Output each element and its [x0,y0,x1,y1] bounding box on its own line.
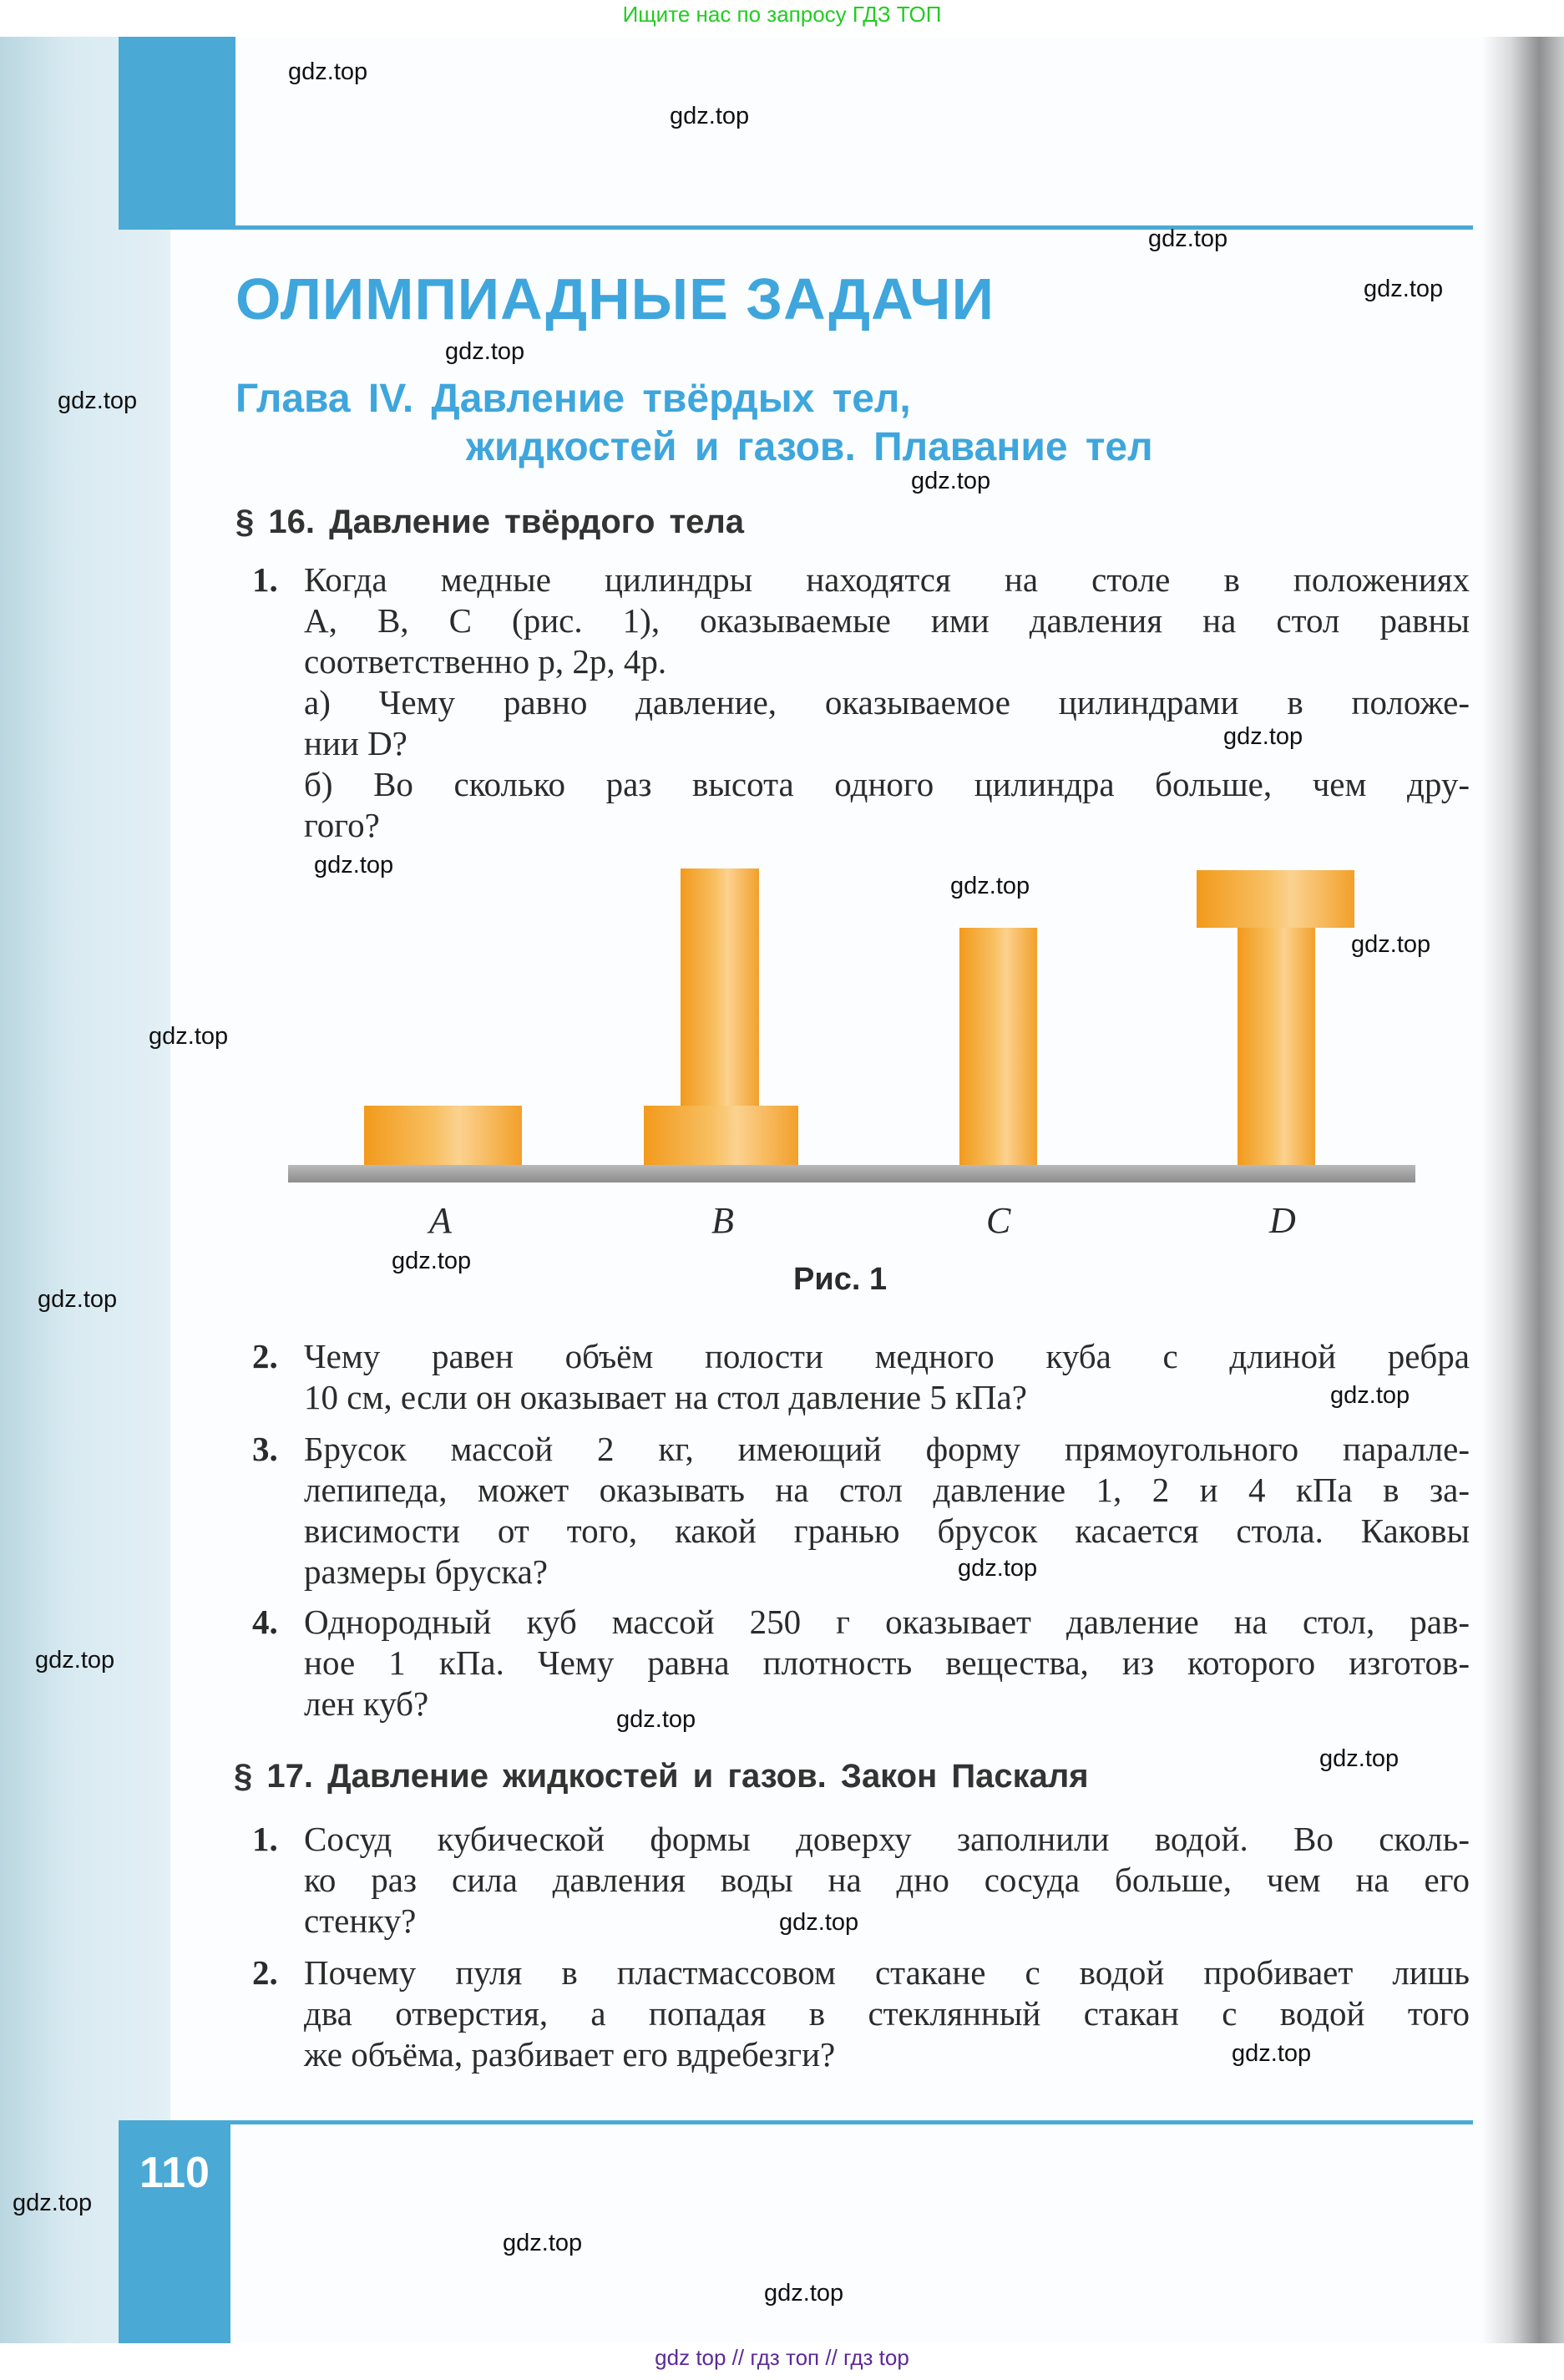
watermark: gdz.top [288,58,368,85]
watermark: gdz.top [911,468,991,494]
problem-text-line: размеры бруска? [304,1552,548,1591]
watermark: gdz.top [503,2230,583,2256]
problem-number: 2. [252,1953,278,1992]
problem-text-line: ко раз сила давления воды на дно сосуда больше, чем на его [304,1861,1470,1899]
watermark: gdz.top [13,2190,93,2216]
problem-text-line: же объёма, разбивает его вдребезги? [304,2035,836,2074]
watermark: gdz.top [1148,225,1228,252]
watermark: gdz.top [314,852,394,879]
problem-text-line: A, B, C (рис. 1), оказываемые ими давления на стол равны [304,601,1470,640]
problem-number: 1. [252,560,278,599]
watermark: gdz.top [149,1023,229,1050]
watermark: gdz.top [445,338,525,365]
problem-number: 3. [252,1430,278,1468]
problem-text-line: лен куб? [304,1684,429,1723]
problem-number: 4. [252,1603,278,1641]
problem-number: 1. [252,1820,278,1858]
problem-text-line: лепипеда, может оказывать на стол давление 1, 2 и 4 кПа в за- [304,1471,1470,1509]
cylinder-d-top [1197,870,1354,928]
page-number: 110 [139,2149,210,2197]
watermark: gdz.top [1232,2040,1312,2067]
watermark: gdz.top [35,1647,115,1674]
label-d: D [1269,1200,1296,1241]
problem-text-line: Когда медные цилиндры находятся на столе в положениях [304,560,1470,599]
watermark: gdz.top [779,1909,859,1936]
page-margin [0,37,170,2343]
problem-text-line: 10 см, если он оказывает на стол давление 5 кПа? [304,1378,1027,1416]
footer-divider [119,2120,1473,2124]
watermark: gdz.top [1223,723,1303,750]
problem-text-line: гого? [304,806,380,844]
figure-caption: Рис. 1 [793,1262,888,1297]
label-c: C [986,1200,1011,1241]
watermark: gdz.top [616,1706,696,1733]
watermark: gdz.top [670,103,750,129]
section-heading-17: § 17. Давление жидкостей и газов. Закон Паскаля [234,1758,1089,1795]
cylinder-a [364,1106,522,1165]
problem-text-line: висимости от того, какой гранью брусок касается стола. Каковы [304,1512,1470,1550]
problem-text-line: стенку? [304,1901,417,1940]
problem-text-line: а) Чему равно давление, оказываемое цилиндрами в положе- [304,683,1470,722]
watermark: gdz.top [1319,1745,1400,1772]
chapter-title-line-2: жидкостей и газов. Плавание тел [466,425,1153,469]
problem-text-line: два отверстия, а попадая в стеклянный стакан с водой того [304,1994,1470,2033]
problem-text-line: Брусок массой 2 кг, имеющий форму прямоугольного паралле- [304,1430,1470,1468]
watermark: gdz.top [1364,276,1444,302]
watermark: gdz.top [950,873,1030,899]
table-surface [288,1165,1415,1182]
problem-text-line: соответственно p, 2p, 4p. [304,642,667,681]
watermark: gdz.top [1330,1382,1410,1409]
problem-text-line: Чему равен объём полости медного куба с длиной ребра [304,1337,1470,1375]
watermark: gdz.top [1351,931,1431,958]
watermark: gdz.top [958,1555,1038,1582]
label-a: A [429,1200,452,1241]
watermark: gdz.top [58,387,138,414]
problem-text-line: ное 1 кПа. Чему равна плотность вещества, из которого изготов- [304,1643,1470,1682]
problem-text-line: Сосуд кубической формы доверху заполнили водой. Во сколь- [304,1820,1470,1858]
problem-text-line: Однородный куб массой 250 г оказывает давление на стол, рав- [304,1603,1470,1641]
footer-links: gdz top // гдз топ // гдз top [655,2345,909,2370]
page-edge-shadow [1482,37,1564,2343]
cylinder-c [959,928,1037,1165]
section-heading-16: § 16. Давление твёрдого тела [235,504,744,540]
problem-text-line: Почему пуля в пластмассовом стакане с водой пробивает лишь [304,1953,1470,1992]
cylinder-b-base [644,1106,798,1165]
problem-number: 2. [252,1337,278,1375]
header-color-bar [119,37,235,228]
header-divider [119,225,1473,230]
problem-text-line: б) Во сколько раз высота одного цилиндра больше, чем дру- [304,765,1470,803]
page-title: ОЛИМПИАДНЫЕ ЗАДАЧИ [235,266,995,332]
label-b: B [711,1200,734,1241]
cylinder-d-stem [1238,928,1315,1165]
search-banner: Ищите нас по запросу ГДЗ ТОП [622,2,942,27]
problem-text-line: нии D? [304,724,407,762]
watermark: gdz.top [392,1248,472,1274]
watermark: gdz.top [38,1286,118,1313]
watermark: gdz.top [764,2280,844,2307]
cylinder-b-tall [681,868,759,1106]
chapter-title-line-1: Глава IV. Давление твёрдых тел, [235,377,911,421]
